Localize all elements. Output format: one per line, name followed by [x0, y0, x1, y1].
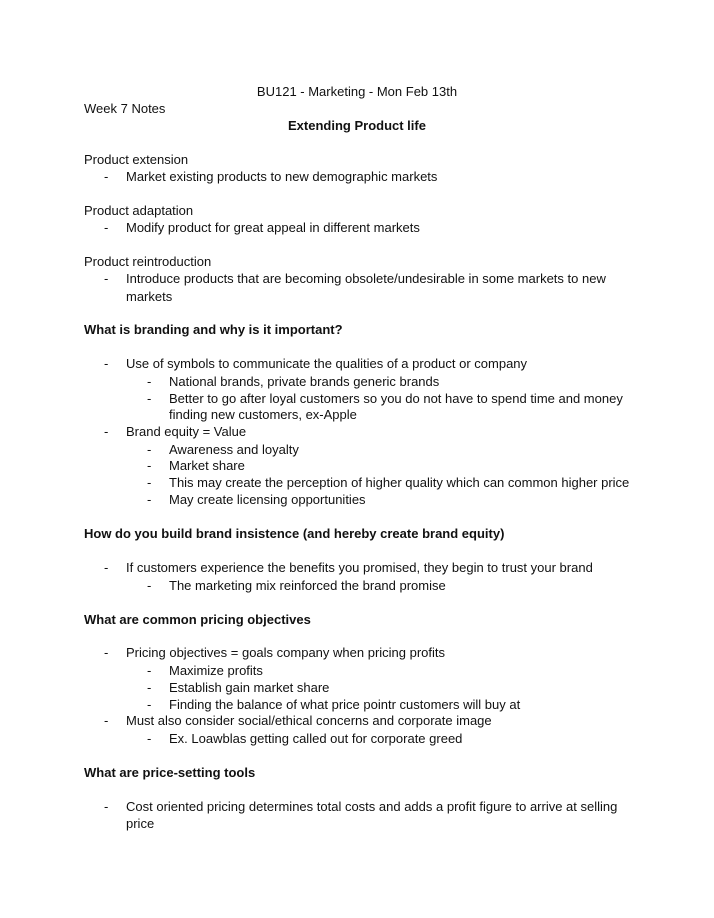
- sub-list-item: Establish gain market share: [169, 680, 330, 695]
- bullet-dash: -: [104, 799, 109, 814]
- sub-list-item-continuation: finding new customers, ex-Apple: [169, 407, 357, 422]
- sub-list-item: National brands, private brands generic brands: [169, 374, 440, 389]
- sub-bullet-dash: -: [147, 578, 152, 593]
- list-item: Modify product for great appeal in different markets: [126, 220, 420, 235]
- document-title: Extending Product life: [288, 118, 426, 133]
- section-heading-branding: What is branding and why is it important?: [84, 322, 343, 337]
- list-item: Market existing products to new demographic markets: [126, 169, 438, 184]
- course-title: BU121 - Marketing - Mon Feb 13th: [256, 84, 458, 99]
- sub-bullet-dash: -: [147, 458, 152, 473]
- sub-list-item: Ex. Loawblas getting called out for corporate greed: [169, 731, 463, 746]
- list-item: Use of symbols to communicate the qualities of a product or company: [126, 356, 528, 371]
- list-item: If customers experience the benefits you promised, they begin to trust your brand: [126, 560, 593, 575]
- sub-list-item: Better to go after loyal customers so you do not have to spend time and money: [169, 391, 623, 406]
- list-item: Must also consider social/ethical concerns and corporate image: [126, 713, 492, 728]
- bullet-dash: -: [104, 424, 109, 439]
- sub-bullet-dash: -: [147, 391, 152, 406]
- sub-list-item: This may create the perception of higher quality which can common higher price: [169, 475, 630, 490]
- list-item: Cost oriented pricing determines total costs and adds a profit figure to arrive at selling: [126, 799, 618, 814]
- sub-list-item: May create licensing opportunities: [169, 492, 366, 507]
- bullet-dash: -: [104, 560, 109, 575]
- list-item: Introduce products that are becoming obsolete/undesirable in some markets to new: [126, 271, 606, 286]
- sub-bullet-dash: -: [147, 442, 152, 457]
- week-label: Week 7 Notes: [84, 101, 166, 116]
- bullet-dash: -: [104, 356, 109, 371]
- section-heading-extension: Product extension: [84, 152, 189, 167]
- section-heading-tools: What are price-setting tools: [84, 765, 256, 780]
- bullet-dash: -: [104, 169, 109, 184]
- bullet-dash: -: [104, 271, 109, 286]
- section-heading-insistence: How do you build brand insistence (and hereby create brand equity): [84, 526, 505, 541]
- list-item: Pricing objectives = goals company when pricing profits: [126, 645, 446, 660]
- bullet-dash: -: [104, 645, 109, 660]
- section-heading-reintroduction: Product reintroduction: [84, 254, 212, 269]
- sub-bullet-dash: -: [147, 680, 152, 695]
- sub-list-item: Finding the balance of what price pointr customers will buy at: [169, 697, 521, 712]
- sub-bullet-dash: -: [147, 663, 152, 678]
- sub-bullet-dash: -: [147, 492, 152, 507]
- sub-bullet-dash: -: [147, 731, 152, 746]
- sub-bullet-dash: -: [147, 374, 152, 389]
- sub-list-item: The marketing mix reinforced the brand promise: [169, 578, 446, 593]
- sub-list-item: Maximize profits: [169, 663, 263, 678]
- sub-list-item: Market share: [169, 458, 245, 473]
- section-heading-pricing: What are common pricing objectives: [84, 612, 311, 627]
- sub-bullet-dash: -: [147, 475, 152, 490]
- bullet-dash: -: [104, 713, 109, 728]
- list-item-continuation: markets: [126, 289, 173, 304]
- sub-bullet-dash: -: [147, 697, 152, 712]
- bullet-dash: -: [104, 220, 109, 235]
- list-item-continuation: price: [126, 816, 155, 831]
- section-heading-adaptation: Product adaptation: [84, 203, 194, 218]
- list-item: Brand equity = Value: [126, 424, 247, 439]
- sub-list-item: Awareness and loyalty: [169, 442, 299, 457]
